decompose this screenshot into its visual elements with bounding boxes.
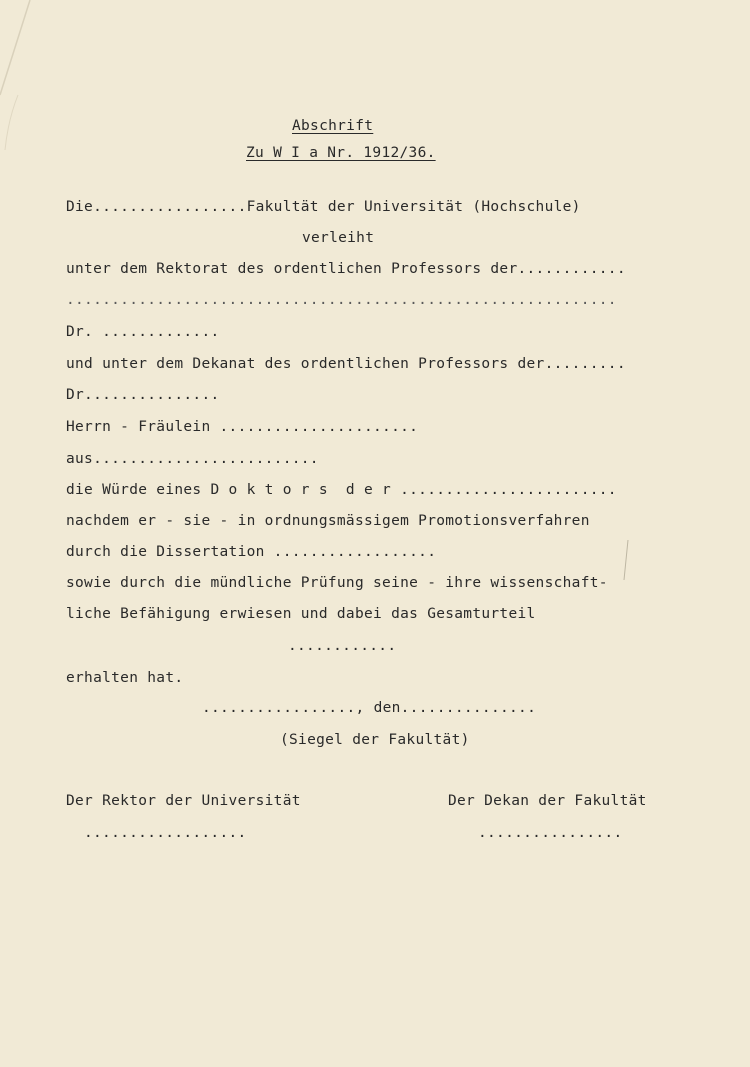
dean-name-line: Dr............... [66,387,220,403]
dissertation-line: durch die Dissertation .................. [66,544,437,560]
place-date-line: ................., den............... [202,700,537,716]
overall-grade-blank: ............ [288,638,397,654]
oral-exam-line: sowie durch die mündliche Prüfung seine - ihre wissenschaft- [66,575,608,591]
procedure-line: nachdem er - sie - in ordnungsmässigem Promotionsverfahren [66,513,590,529]
doctorate-degree-line: die Würde eines D o k t o r s d e r ........................ [66,482,617,498]
conferral-verb: verleiht [302,230,375,246]
candidate-name-line: Herrn - Fräulein ...................... [66,419,419,435]
dean-signature-label: Der Dekan der Fakultät [448,793,647,809]
qualification-line: liche Befähigung erwiesen und dabei das Gesamturteil [66,606,536,622]
seal-label: (Siegel der Fakultät) [280,732,470,748]
candidate-origin-line: aus......................... [66,451,319,467]
received-line: erhalten hat. [66,670,184,686]
rectorate-blank-line: ............................................................. [66,292,617,308]
rector-signature-line: .................. [84,825,247,841]
rector-name-line: Dr. ............. [66,324,220,340]
reference-number: Zu W I a Nr. 1912/36. [246,145,436,161]
document-title: Abschrift [292,118,374,134]
rector-signature-label: Der Rektor der Universität [66,793,301,809]
dean-signature-line: ................ [478,825,623,841]
rectorate-line: unter dem Rektorat des ordentlichen Professors der............ [66,261,626,277]
deanship-line: und unter dem Dekanat des ordentlichen Professors der......... [66,356,626,372]
faculty-line: Die.................Fakultät der Universität (Hochschule) [66,199,581,215]
